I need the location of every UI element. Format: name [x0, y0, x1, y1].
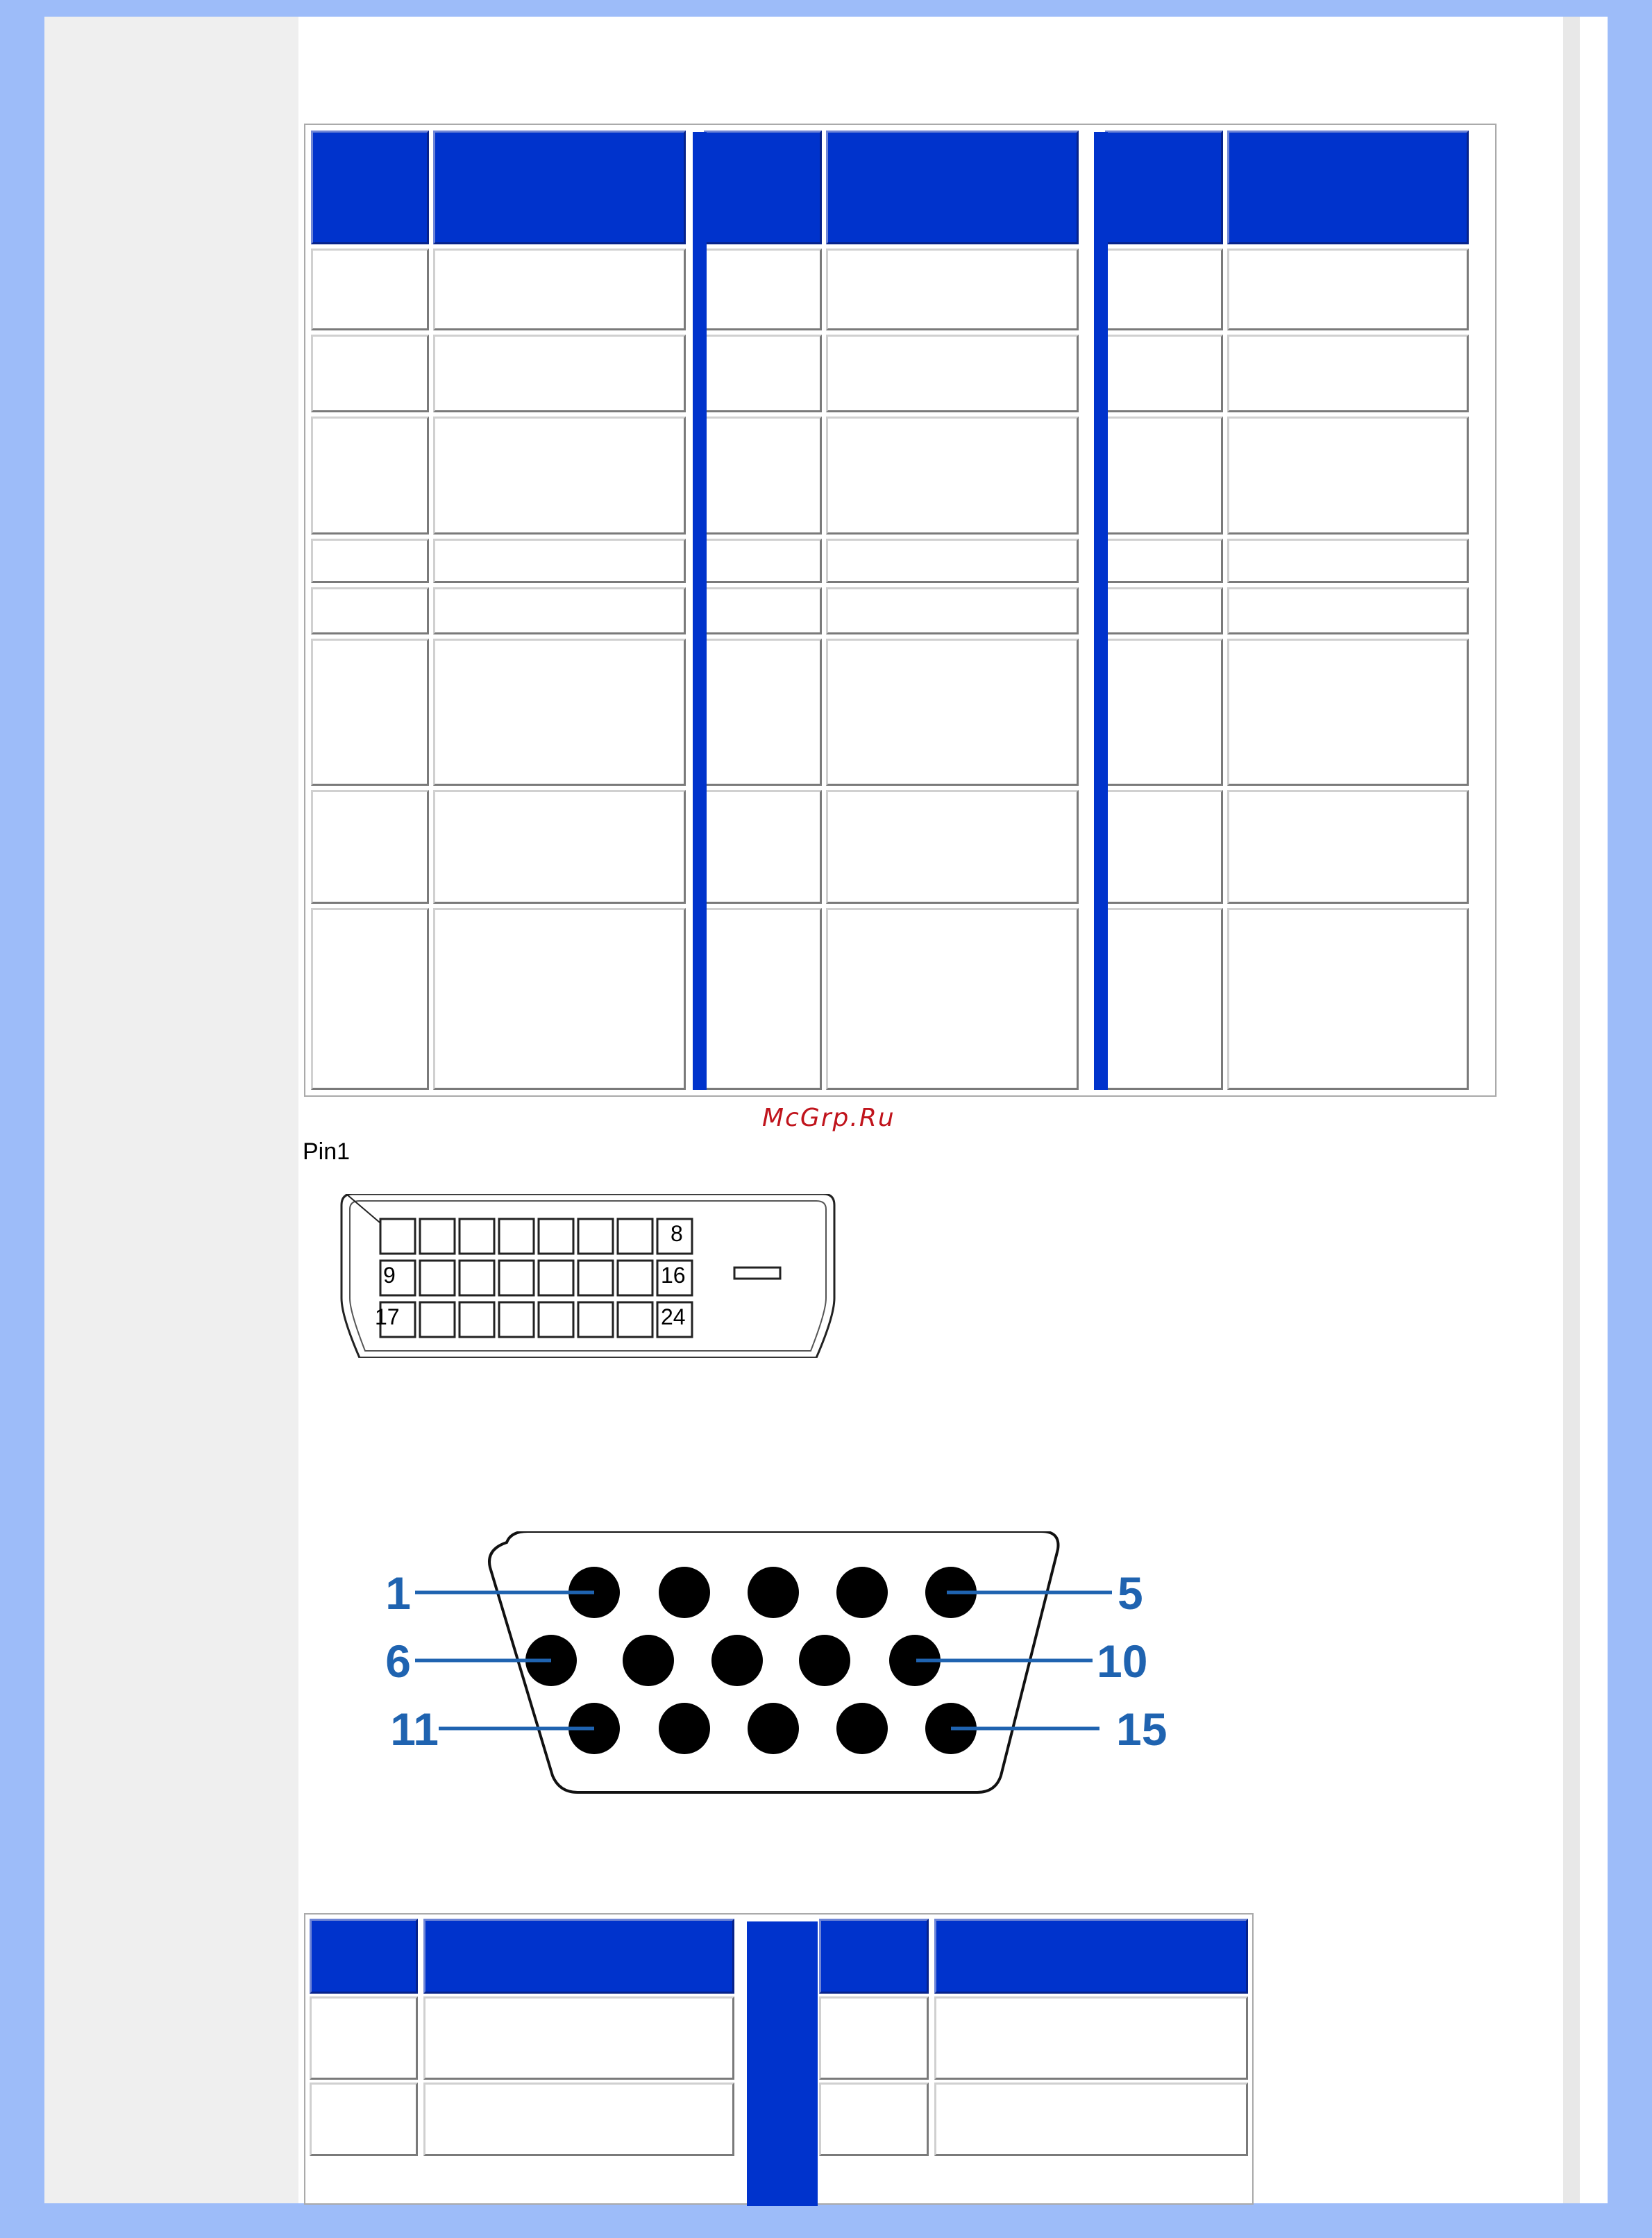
dvi-table-cell: [433, 539, 686, 583]
dvi-table-cell: [1105, 639, 1223, 786]
vga-table-cell: [310, 2083, 418, 2156]
vga-pin: [748, 1567, 799, 1618]
vga-pin-table: [304, 1913, 1254, 2205]
dvi-connector-diagram: [340, 1194, 836, 1358]
left-sidebar: [44, 17, 298, 2203]
vga-table-cell: [934, 1996, 1248, 2080]
vga-table-cell: [819, 2083, 929, 2156]
vga-table-cell: [310, 1996, 418, 2080]
dvi-pin: [618, 1302, 652, 1337]
dvi-table-cell: [311, 908, 429, 1090]
dvi-pin: [539, 1302, 573, 1337]
dvi-table-cell: [704, 587, 822, 634]
vga-table-header-cell: [934, 1919, 1248, 1994]
dvi-table-cell: [1227, 539, 1469, 583]
dvi-pin: [578, 1261, 613, 1295]
dvi-label-9: 9: [383, 1263, 396, 1288]
vga-pin: [748, 1703, 799, 1754]
dvi-table-header-cell: [433, 131, 686, 244]
dvi-table-cell: [311, 639, 429, 786]
dvi-table-cell: [1105, 587, 1223, 634]
vga-label-11: 11: [390, 1703, 439, 1755]
dvi-table-cell: [1105, 539, 1223, 583]
right-scroll-area: [1563, 17, 1580, 2203]
dvi-label-17: 17: [375, 1304, 400, 1329]
dvi-label-24: 24: [661, 1304, 686, 1329]
dvi-pin: [460, 1302, 494, 1337]
dvi-table-cell: [826, 417, 1079, 535]
dvi-table-cell: [311, 587, 429, 634]
pin1-label: Pin1: [303, 1138, 351, 1165]
vga-label-15: 15: [1116, 1703, 1168, 1755]
dvi-table-cell: [1227, 249, 1469, 330]
dvi-table-cell: [1227, 639, 1469, 786]
dvi-pin: [539, 1261, 573, 1295]
dvi-table-cell: [704, 790, 822, 904]
dvi-table-header-cell: [311, 131, 429, 244]
dvi-table-header-cell: [704, 131, 822, 244]
vga-label-1: 1: [385, 1567, 411, 1619]
vga-pin: [711, 1635, 763, 1686]
dvi-table-cell: [704, 249, 822, 330]
dvi-table-cell: [704, 539, 822, 583]
vga-table-cell: [934, 2083, 1248, 2156]
dvi-table-cell: [1105, 417, 1223, 535]
dvi-table-cell: [1227, 790, 1469, 904]
vga-table-cell: [423, 1996, 734, 2080]
watermark: McGrp.Ru: [762, 1104, 895, 1132]
dvi-table-cell: [433, 249, 686, 330]
dvi-table-header-cell: [1227, 131, 1469, 244]
dvi-table-cell: [433, 417, 686, 535]
dvi-table-cell: [826, 539, 1079, 583]
dvi-table-cell: [433, 639, 686, 786]
vga-label-10: 10: [1097, 1635, 1148, 1687]
dvi-table-cell: [433, 790, 686, 904]
dvi-table-cell: [704, 417, 822, 535]
vga-pin: [659, 1703, 710, 1754]
dvi-flat-blade: [734, 1268, 780, 1279]
dvi-table-cell: [826, 639, 1079, 786]
dvi-table-cell: [433, 335, 686, 412]
dvi-table-cell: [311, 417, 429, 535]
dvi-table-column-separator: [693, 132, 707, 1090]
dvi-pin: [578, 1219, 613, 1254]
dvi-table-header-cell: [1105, 131, 1223, 244]
dvi-table-cell: [826, 908, 1079, 1090]
dvi-pin: [618, 1261, 652, 1295]
dvi-table-cell: [1105, 335, 1223, 412]
dvi-table-cell: [826, 335, 1079, 412]
vga-pin: [799, 1635, 850, 1686]
dvi-pin: [499, 1261, 534, 1295]
dvi-pin: [460, 1261, 494, 1295]
dvi-table-cell: [311, 335, 429, 412]
dvi-table-cell: [311, 249, 429, 330]
dvi-table-cell: [1227, 335, 1469, 412]
vga-table-cell: [423, 2083, 734, 2156]
vga-pin: [623, 1635, 674, 1686]
dvi-table-cell: [1105, 249, 1223, 330]
vga-connector-diagram: [375, 1531, 1194, 1809]
dvi-pin: [420, 1219, 455, 1254]
vga-pin: [659, 1567, 710, 1618]
dvi-pin: [420, 1261, 455, 1295]
dvi-table-cell: [311, 790, 429, 904]
dvi-pin-table: [304, 124, 1497, 1097]
dvi-pin: [539, 1219, 573, 1254]
vga-label-5: 5: [1118, 1567, 1143, 1619]
vga-table-header-cell: [423, 1919, 734, 1994]
dvi-table-cell: [1105, 908, 1223, 1090]
dvi-table-cell: [433, 908, 686, 1090]
dvi-pin: [380, 1219, 415, 1254]
vga-pin: [836, 1703, 888, 1754]
dvi-pin: [499, 1302, 534, 1337]
dvi-table-header-cell: [826, 131, 1079, 244]
dvi-table-cell: [826, 249, 1079, 330]
dvi-pin: [460, 1219, 494, 1254]
dvi-pin: [499, 1219, 534, 1254]
dvi-table-cell: [433, 587, 686, 634]
vga-table-header-cell: [310, 1919, 418, 1994]
vga-table-header-cell: [819, 1919, 929, 1994]
dvi-label-16: 16: [661, 1263, 686, 1288]
vga-table-cell: [819, 1996, 929, 2080]
dvi-pin: [420, 1302, 455, 1337]
dvi-table-cell: [704, 639, 822, 786]
dvi-table-cell: [1227, 417, 1469, 535]
vga-label-6: 6: [385, 1635, 411, 1687]
dvi-table-cell: [1227, 908, 1469, 1090]
dvi-label-8: 8: [671, 1221, 683, 1246]
vga-table-column-separator: [747, 1921, 818, 2206]
dvi-table-cell: [704, 908, 822, 1090]
dvi-table-cell: [704, 335, 822, 412]
dvi-table-cell: [311, 539, 429, 583]
dvi-table-column-separator: [1094, 132, 1108, 1090]
dvi-table-cell: [826, 587, 1079, 634]
dvi-table-cell: [1105, 790, 1223, 904]
dvi-table-cell: [1227, 587, 1469, 634]
vga-pin: [836, 1567, 888, 1618]
dvi-pin: [578, 1302, 613, 1337]
dvi-pin: [618, 1219, 652, 1254]
dvi-table-cell: [826, 790, 1079, 904]
